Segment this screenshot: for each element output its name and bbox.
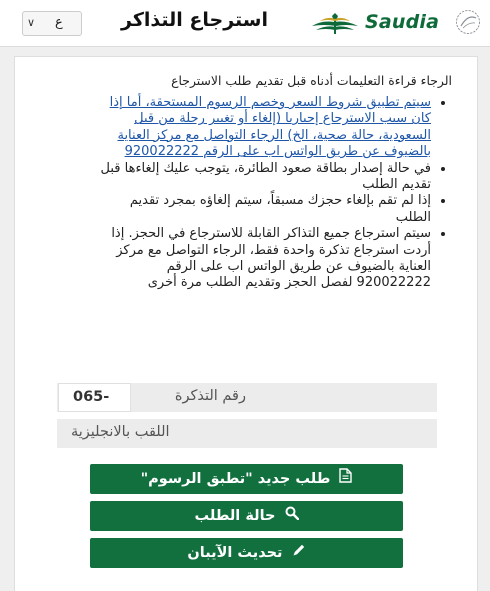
instruction-item: • سيتم استرجاع جميع التذاكر القابلة للاسترجاع في الحجز. إذا أردت استرجاع تذكرة واحدة فقط، الرجاء التواصل مع مركز العناية بالضيوف عن طريق الواتس اب على الرقم 920022222 لفصل الحجز وتقديم الطلب مرة أخرى [91,226,431,292]
instruction-item: • إذا لم تقم بإلغاء حجزك مسبقاً، سيتم إلغاؤه بمجرد تقديم الطلب [91,193,431,226]
saudia-palm-swords-icon [310,12,360,36]
language-select[interactable] [22,11,82,36]
app-header [0,0,490,47]
brand-logo[interactable] [308,8,482,38]
ticket-number-label: رقم التذكرة [174,388,246,404]
instruction-item[interactable] [91,95,431,161]
brand-name: Saudia [365,11,440,33]
instruction-item: • في حالة إصدار بطاقة صعود الطائرة، يتوجب عليك إلغاءها قبل تقديم الطلب [91,161,431,194]
new-request-label: طلب جديد "تطبق الرسوم" [140,471,331,487]
request-status-label: حالة الطلب [194,508,276,524]
update-iban-button[interactable] [90,538,403,568]
surname-field[interactable] [57,419,437,448]
new-request-button[interactable] [90,464,403,494]
ticket-prefix: 065- [58,383,131,412]
instructions-list [91,95,447,292]
chevron-down-icon: ∨ [27,16,36,29]
request-status-button[interactable] [90,501,403,531]
update-iban-label: تحديث الآيبان [187,545,283,561]
refund-card [14,56,478,591]
document-icon [339,464,352,494]
instructions-intro: الرجاء قراءة التعليمات أدناه قبل تقديم طلب الاسترجاع [171,73,452,88]
surname-label: اللقب بالانجليزية [71,424,170,440]
pencil-icon [292,538,306,568]
ticket-number-field[interactable] [57,383,437,412]
search-icon [285,501,299,531]
language-selected-value: ع [55,15,63,30]
skyteam-logo-icon [454,8,482,36]
page-title: استرجاع التذاكر [121,9,268,31]
instruction-link-fare-conditions[interactable]: سيتم تطبيق شروط السعر وخصم الرسوم المستحقة، أما إذا كان سبب الاسترجاع إجباريا (إلغاء أو تغيير رحلة من قبل السعودية، حالة صحية، الخ) الرجاء التواصل مع مركز العناية بالضيوف عن طريق الواتس اب على الرقم 920022222 [109,95,431,160]
